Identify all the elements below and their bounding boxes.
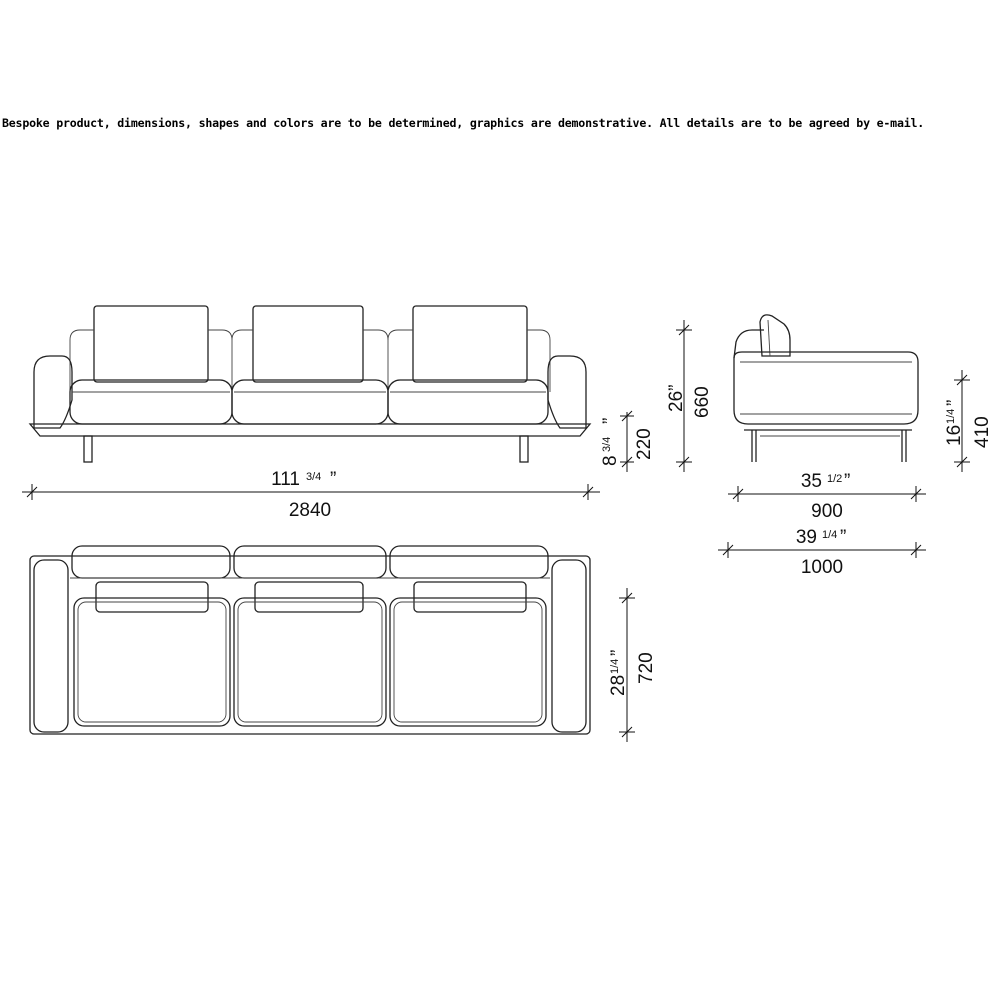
top-back-middle (234, 546, 386, 578)
left-arm (34, 356, 72, 428)
leg-height-inches-fraction: 3/4 (601, 436, 613, 452)
top-seat-left (74, 598, 230, 726)
leg-height-dimension (600, 411, 655, 472)
seat-depth-inches-fraction: 1/4 (609, 658, 621, 674)
leg-height-mm: 220 (634, 428, 655, 460)
side-body (734, 352, 918, 424)
top-view (30, 546, 590, 734)
top-pillow-middle (255, 582, 363, 612)
height-mm: 660 (692, 386, 713, 418)
back-cushion-right (413, 306, 527, 382)
top-seat-right (390, 598, 546, 726)
side-view (734, 315, 918, 462)
seat-cushion-middle (232, 380, 388, 424)
leg-height-inches-mark: ” (600, 417, 621, 424)
height-inches: 26” (666, 384, 687, 412)
leg-height-inches: 8 (600, 455, 621, 466)
seat-cushion-right (388, 380, 548, 424)
seat-height-dimension (944, 370, 993, 472)
width-mm: 2840 (288, 500, 332, 521)
width-dimension (22, 469, 600, 521)
seat-depth-mm: 720 (636, 652, 657, 684)
top-arm-right (552, 560, 586, 732)
width-inches-mark: ” (330, 469, 337, 490)
seat-height-inches: 16 (944, 424, 965, 446)
top-pillow-right (414, 582, 526, 612)
top-arm-left (34, 560, 68, 732)
width-inches: 111 (271, 469, 300, 490)
total-depth-mm: 1000 (800, 557, 844, 578)
height-dimension (666, 320, 713, 472)
depth-mm: 900 (811, 501, 843, 522)
seat-height-mm: 410 (972, 416, 993, 448)
top-seat-middle (234, 598, 386, 726)
depth-inches-mark: ” (844, 471, 851, 492)
disclaimer-note: Bespoke product, dimensions, shapes and colors are to be determined, graphics are demonstrative. All details are to be agreed by e-mail. (2, 116, 925, 130)
seat-cushion-left (70, 380, 232, 424)
seat-depth-inches: 28 (608, 674, 629, 696)
total-depth-inches-mark: ” (840, 527, 847, 548)
top-back-right (390, 546, 548, 578)
top-pillow-left (96, 582, 208, 612)
leg-left (84, 436, 92, 462)
top-frame (30, 556, 590, 734)
sofa-base (30, 424, 590, 436)
leg-right (520, 436, 528, 462)
side-back-cushion (760, 315, 790, 356)
total-depth-inches: 39 (795, 527, 817, 548)
back-cushion-left (94, 306, 208, 382)
total-depth-dimension (718, 527, 926, 578)
right-arm (548, 356, 586, 428)
width-inches-fraction: 3/4 (306, 471, 322, 483)
front-view (30, 306, 590, 462)
seat-height-inches-mark: ” (944, 399, 965, 406)
depth-inches: 35 (800, 471, 822, 492)
total-depth-inches-fraction: 1/4 (822, 529, 838, 541)
seat-depth-dimension (608, 588, 657, 742)
depth-inches-fraction: 1/2 (827, 473, 843, 485)
top-back-left (72, 546, 230, 578)
back-cushion-middle (253, 306, 363, 382)
depth-dimension (728, 471, 926, 522)
seat-height-inches-fraction: 1/4 (945, 408, 957, 424)
seat-depth-inches-mark: ” (608, 649, 629, 656)
